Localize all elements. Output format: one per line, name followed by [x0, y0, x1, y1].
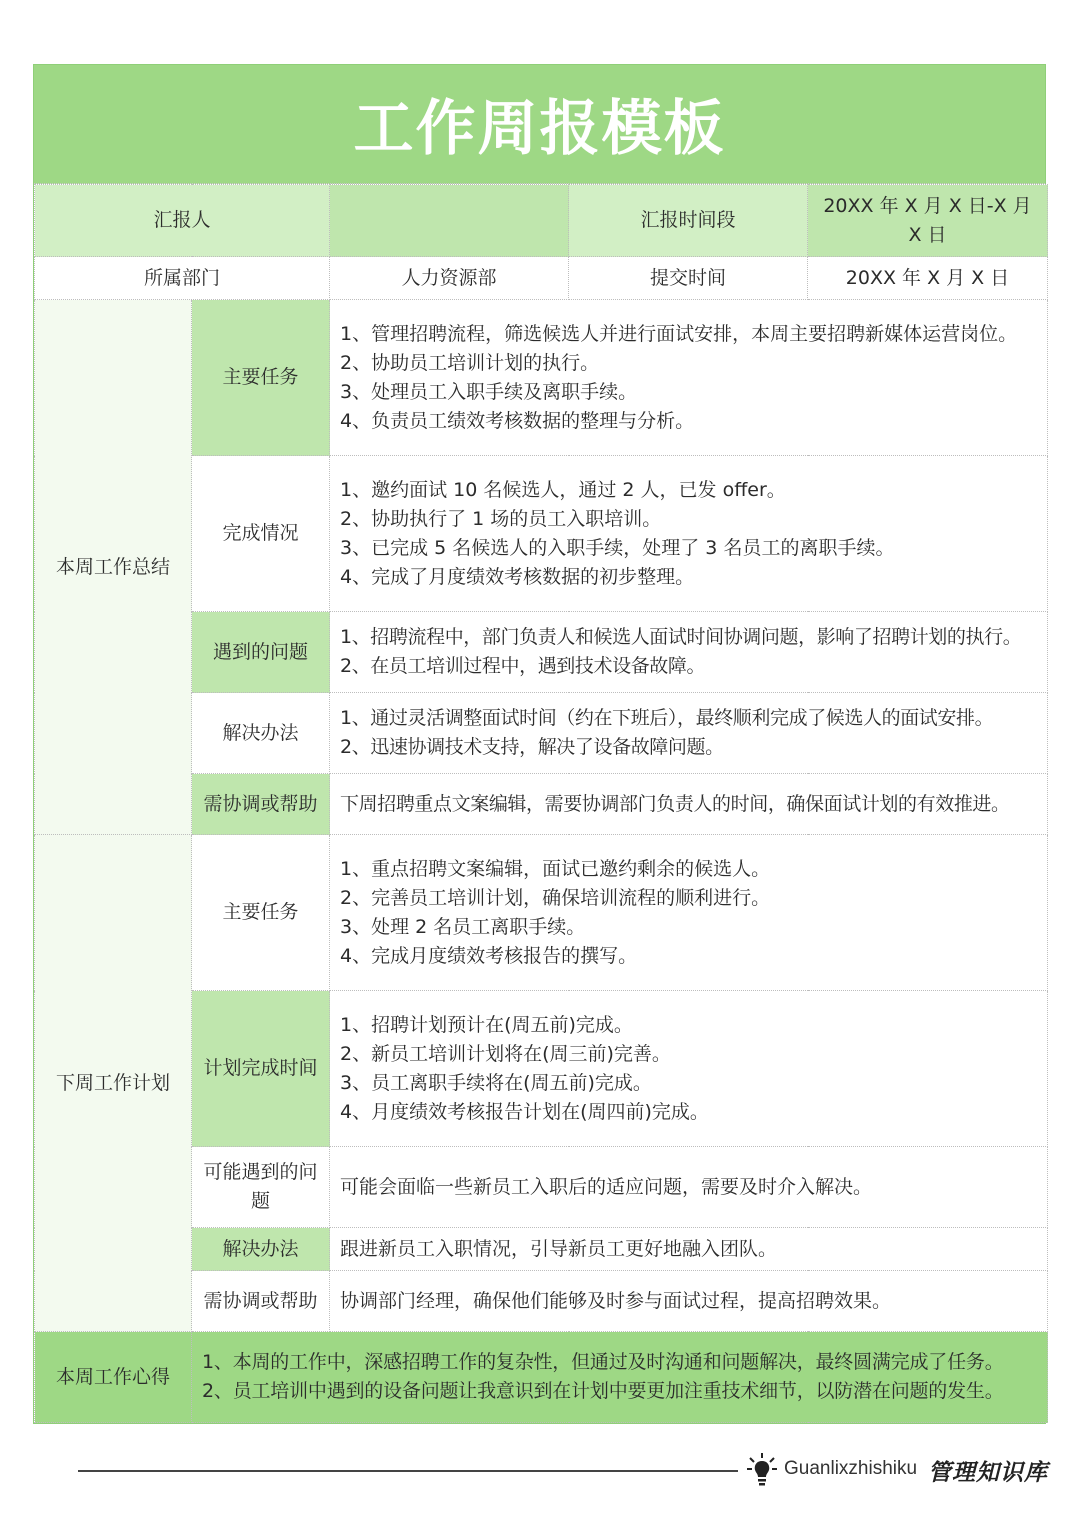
list-item: 1、招聘计划预计在(周五前)完成。: [340, 1013, 633, 1036]
footer-brand-cn: 管理知识库: [928, 1460, 1048, 1486]
list-item: 2、员工培训中遇到的设备问题让我意识到在计划中要更加注重技术细节，以防潜在问题的发生。: [202, 1380, 1004, 1402]
plan-solutions-label: 解决办法: [192, 1228, 330, 1271]
submit-label: 提交时间: [569, 257, 808, 300]
summary-completion-content: [330, 456, 1048, 612]
plan-section-label: 下周工作计划: [35, 835, 192, 1332]
list-item: 3、员工离职手续将在(周五前)完成。: [340, 1071, 652, 1094]
plan-risks-content: [330, 1147, 1048, 1228]
plan-help-label: 需协调或帮助: [192, 1271, 330, 1332]
list-item: 下周招聘重点文案编辑，需要协调部门负责人的时间，确保面试计划的有效推进。: [340, 792, 1010, 815]
list-item: 2、在员工培训过程中，遇到技术设备故障。: [340, 655, 706, 677]
list-item: 1、本周的工作中，深感招聘工作的复杂性，但通过及时沟通和问题解决，最终圆满完成了任务。: [202, 1351, 1004, 1373]
plan-deadline-label: 计划完成时间: [192, 991, 330, 1147]
summary-problems-label: 遇到的问题: [192, 612, 330, 693]
plan-main-tasks-label: 主要任务: [192, 835, 330, 991]
list-item: 3、已完成 5 名候选人的入职手续，处理了 3 名员工的离职手续。: [340, 536, 895, 559]
list-item: 3、处理 2 名员工离职手续。: [340, 915, 586, 938]
summary-help-content: [330, 774, 1048, 835]
list-item: 1、管理招聘流程，筛选候选人并进行面试安排，本周主要招聘新媒体运营岗位。: [340, 322, 1018, 345]
list-item: 可能会面临一些新员工入职后的适应问题，需要及时介入解决。: [340, 1175, 873, 1198]
submit-value[interactable]: 20XX 年 X 月 X 日: [808, 257, 1048, 300]
list-item: 4、负责员工绩效考核数据的整理与分析。: [340, 409, 695, 432]
period-value[interactable]: 20XX 年 X 月 X 日-X 月 X 日: [808, 185, 1048, 257]
list-item: 1、邀约面试 10 名候选人，通过 2 人，已发 offer。: [340, 478, 786, 501]
list-item: 1、通过灵活调整面试时间（约在下班后），最终顺利完成了候选人的面试安排。: [340, 707, 994, 729]
lightbulb-icon: [746, 1452, 778, 1488]
summary-completion-label: 完成情况: [192, 456, 330, 612]
summary-solutions-content: [330, 693, 1048, 774]
period-label: 汇报时间段: [569, 185, 808, 257]
weekly-report-sheet: [33, 64, 1046, 1424]
list-item: 3、处理员工入职手续及离职手续。: [340, 380, 638, 403]
footer: [78, 1446, 1048, 1496]
plan-main-tasks-content: [330, 835, 1048, 991]
list-item: 跟进新员工入职情况，引导新员工更好地融入团队。: [340, 1237, 778, 1260]
summary-main-tasks-label: 主要任务: [192, 300, 330, 456]
list-item: 1、招聘流程中，部门负责人和候选人面试时间协调问题，影响了招聘计划的执行。: [340, 626, 1022, 648]
plan-help-content: [330, 1271, 1048, 1332]
plan-solutions-content: [330, 1228, 1048, 1271]
summary-help-label: 需协调或帮助: [192, 774, 330, 835]
reporter-label: 汇报人: [35, 185, 330, 257]
summary-problems-content: [330, 612, 1048, 693]
list-item: 2、协助员工培训计划的执行。: [340, 351, 600, 374]
insights-row: [35, 1332, 1048, 1423]
summary-main-tasks-content: [330, 300, 1048, 456]
insights-label: 本周工作心得: [35, 1332, 192, 1423]
summary-row-main-tasks: [35, 300, 1048, 456]
list-item: 4、完成了月度绩效考核数据的初步整理。: [340, 565, 695, 588]
header-row-dept: [35, 257, 1048, 300]
report-table: [34, 184, 1048, 1423]
dept-value[interactable]: 人力资源部: [330, 257, 569, 300]
plan-deadline-content: [330, 991, 1048, 1147]
summary-solutions-label: 解决办法: [192, 693, 330, 774]
list-item: 2、迅速协调技术支持，解决了设备故障问题。: [340, 736, 724, 758]
summary-section-label: 本周工作总结: [35, 300, 192, 835]
list-item: 4、月度绩效考核报告计划在(周四前)完成。: [340, 1100, 709, 1123]
list-item: 协调部门经理，确保他们能够及时参与面试过程，提高招聘效果。: [340, 1289, 892, 1312]
list-item: 2、新员工培训计划将在(周三前)完善。: [340, 1042, 671, 1065]
dept-label: 所属部门: [35, 257, 330, 300]
reporter-value[interactable]: [330, 185, 569, 257]
insights-content: [192, 1332, 1048, 1423]
list-item: 2、协助执行了 1 场的员工入职培训。: [340, 507, 662, 530]
page-title: 工作周报模板: [34, 65, 1045, 184]
list-item: 2、完善员工培训计划，确保培训流程的顺利进行。: [340, 886, 771, 909]
footer-divider: [78, 1470, 738, 1472]
list-item: 1、重点招聘文案编辑，面试已邀约剩余的候选人。: [340, 857, 771, 880]
footer-brand: Guanlixzhishiku: [784, 1458, 918, 1479]
plan-risks-label: 可能遇到的问题: [192, 1147, 330, 1228]
header-row-reporter: [35, 185, 1048, 257]
list-item: 4、完成月度绩效考核报告的撰写。: [340, 944, 638, 967]
plan-row-main-tasks: [35, 835, 1048, 991]
